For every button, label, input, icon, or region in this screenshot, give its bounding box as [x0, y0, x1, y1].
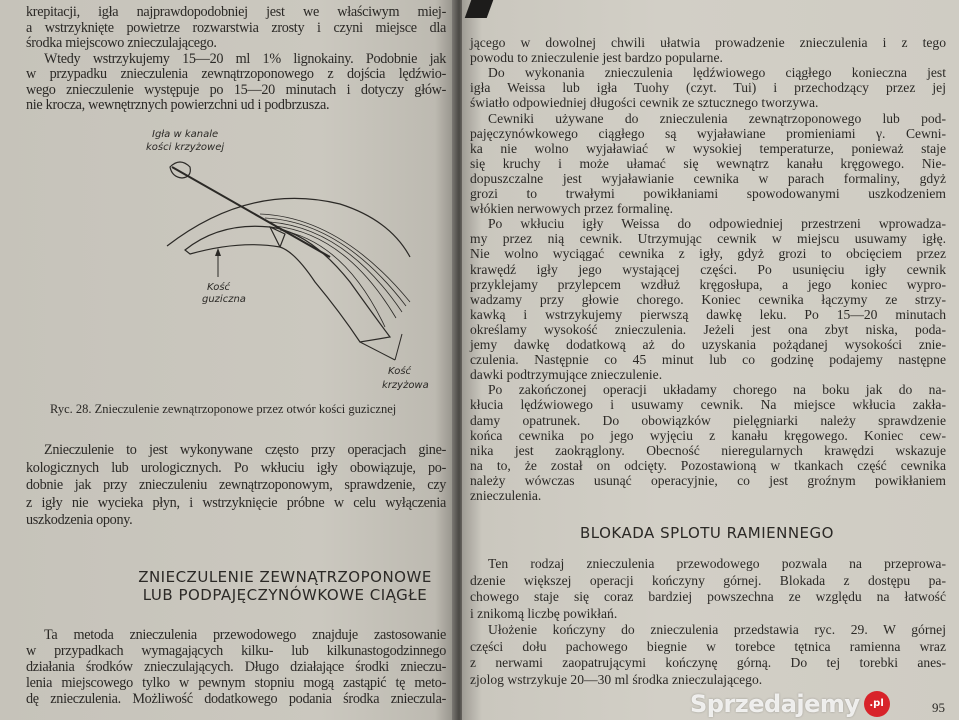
watermark-logo: Sprzedajemy — [690, 690, 860, 718]
text-line: z nerwami zaopatrującymi kończynę górną. Do tej torebki anes- — [470, 655, 946, 670]
figure-skin-line — [167, 198, 410, 257]
text-line: światło odpowiedniej długości cewnik ze sztucznego tworzywa. — [470, 95, 819, 111]
text-line: jemy dawkę dodatkową aż do uzyskania pożądanej wysokości znie- — [470, 337, 946, 352]
text-line: lenia miejscowego tylko w pewnym stopniu mogą zastąpić tę meto- — [26, 675, 446, 691]
figure-needle — [172, 167, 330, 257]
text-line: wadzamy przy głowie chorego. Koniec cewnika łączymy ze strzy- — [470, 291, 946, 307]
text-line: znieczulenia. — [470, 488, 542, 503]
text-line: Ułożenie kończyny do znieczulenia przedstawia ryc. 29. W górnej — [488, 622, 946, 637]
text-line: zjolog wstrzykuje 20—30 ml środka znieczulającego. — [470, 671, 763, 687]
text-line: Cewniki używane do znieczulenia zewnątrzoponowego lub pod- — [488, 110, 946, 126]
text-line: części dołu pachowego biegnie w torebce tętnica ramienna wraz — [470, 638, 946, 654]
text-line: damy opatrunek. Do obowiązków pielęgniarki należy sprawdzenie — [470, 412, 946, 428]
text-line: grozi to trwałymi powikłaniami spowodowanymi uszkodzeniem — [470, 186, 946, 201]
figure-sacrum-bone — [270, 227, 390, 342]
section-heading-brachial-plexus: BLOKADA SPLOTU RAMIENNEGO — [580, 524, 834, 542]
figure-arrow-sacrum-1 — [360, 342, 395, 360]
right-page — [462, 0, 959, 720]
text-line: końca cewnika po jego wyjęciu z kanału kręgowego. Koniec cew- — [470, 427, 946, 443]
text-line: Wtedy wstrzykujemy 15—20 ml 1% lignokainy. Podobnie jak — [44, 50, 446, 67]
text-line: wego znieczulenie występuje po 15—20 minutach i dotyczy głów- — [26, 81, 446, 98]
text-line: na to, że został on odcięty. Pozostawioną w tkankach część cewnika — [470, 457, 946, 473]
text-line: środka miejscowo znieczulającego. — [26, 35, 217, 51]
text-line: dopuszczalne jest wyjaławianie cewnika w parach formaliny, gdyż — [470, 170, 946, 186]
text-line: krawędź igły jego wystającej części. Po usunięciu igły cewnik — [470, 261, 946, 277]
text-line: Ta metoda znieczulenia przewodowego znajduje zastosowanie — [44, 627, 446, 643]
text-line: Po zakończonej operacji układamy chorego na boku jak do na- — [488, 382, 946, 398]
text-line: działania środków znieczulających. Długo działające środki znieczu- — [26, 659, 446, 675]
text-line: należy wówczas usunąć operacyjnie, co jest groźnym powikłaniem — [470, 472, 946, 488]
text-line: chowego staje się coraz bardziej powszechna ze względu na łatwość — [470, 589, 946, 604]
text-line: powodu to znieczulenie jest bardzo popularne. — [470, 50, 723, 66]
text-line: kłucia lędźwiowego i usuwamy cewnik. Na miejsce wkłucia zakła- — [470, 397, 946, 413]
figure-label-sacrum-1: Kość — [388, 366, 412, 377]
text-line: dobnie jak przy znieczuleniu zewnątrzoponowym, sprawdzenie, czy — [26, 477, 446, 493]
page-number: 95 — [932, 700, 945, 715]
text-line: igła Weissa lub igła Tuohy (czyt. Tui) i przechodzący przez jej — [470, 80, 946, 96]
text-line: pajęczynówkowego ciągłego są wyjaławiane promieniami γ. Cewni- — [470, 125, 946, 141]
text-line: dawki podtrzymujące znieczulenie. — [470, 367, 663, 383]
text-line: czulenia. Następnie co 45 minut lub co godzinę podajemy następne — [470, 352, 946, 368]
text-line: Do wykonania znieczulenia lędźwiowego ciągłego konieczna jest — [488, 65, 946, 81]
text-line: krepitacji, igła najprawdopodobniej jest we właściwym miej- — [26, 4, 446, 20]
text-line: Po wkłuciu igły Weissa do odpowiedniej przestrzeni wprowadza- — [488, 216, 946, 232]
text-line: my przez nią cewnik. Utrzymując cewnik w miejscu usuwamy igłę. — [470, 231, 946, 247]
figure-arrow-sacrum-2 — [395, 334, 402, 360]
section-heading-continuous-epidural — [130, 568, 440, 604]
figure-sacral-anesthesia — [110, 122, 450, 397]
text-line: z igły nie wycieka płyn, i wstrzyknięcie próbne w celu wyłączenia — [26, 494, 446, 511]
text-line: dę znieczulenia. Możliwość dodatkowego podania środka znieczula- — [26, 691, 446, 707]
text-line: Ten rodzaj znieczulenia przewodowego pozwala na przeprowa- — [488, 556, 946, 571]
text-line: dzenie większej operacji kończyny górnej. Blokada z dostępu pa- — [470, 572, 946, 588]
text-line: się kruchy i może ułamać się wewnątrz kanału kręgowego. Nie- — [470, 155, 946, 171]
text-line: w przypadku znieczulenia zewnątrzoponowego z dojścia lędźwio- — [26, 66, 446, 82]
figure-caption: Ryc. 28. Znieczulenie zewnątrzoponowe przez otwór kości guzicznej — [50, 402, 397, 416]
watermark — [690, 690, 890, 718]
text-line: a wstrzyknięte powietrze rozwarstwia zrosty i czyni miejsce dla — [26, 19, 446, 36]
text-line: włókien nerwowych przez formalinę. — [470, 201, 674, 217]
figure-label-sacrum-2: krzyżowa — [382, 380, 429, 391]
text-line: w przypadkach wymagających kilku- lub kilkunastogodzinnego — [26, 643, 446, 659]
text-line: przyklejamy przylepcem wzdłuż kręgosłupa, a jego koniec wypro- — [470, 276, 946, 292]
watermark-badge: .pl — [864, 691, 890, 717]
text-line: uszkodzenia opony. — [26, 512, 133, 528]
figure-coccyx-bone — [185, 226, 285, 254]
figure-label-coccyx-1: Kość — [207, 282, 231, 293]
figure-label-coccyx-2: guziczna — [202, 294, 246, 305]
text-line: kologicznych lub urologicznych. Po wkłuciu igły obowiązuje, po- — [26, 459, 446, 476]
text-line: określamy wysokość znieczulenia. Jeżeli jest ona zbyt niska, poda- — [470, 321, 946, 337]
heading-line-1: ZNIECZULENIE ZEWNĄTRZOPONOWE — [138, 568, 432, 586]
text-line: Nie wolno wyciągać cewnika z igły, gdyż grozi to obcięciem przez — [470, 246, 946, 262]
text-line: Znieczulenie to jest wykonywane często przy operacjach gine- — [44, 442, 446, 458]
figure-label-needle-2: kości krzyżowej — [146, 142, 225, 153]
text-line: i znikomą liczbę powikłań. — [470, 605, 618, 621]
figure-label-needle-1: Igła w kanale — [152, 129, 219, 140]
text-line: jącego w dowolnej chwili ułatwia prowadzenie znieczulenia i z tego — [470, 35, 946, 50]
text-line: nie krocza, wewnętrznych powierzchni ud i podbrzusza. — [26, 97, 330, 113]
text-line: kawką i wstrzykujemy pierwszą dawkę leku. Po 15—20 minutach — [470, 306, 946, 322]
figure-arrowhead-coccyx — [215, 248, 221, 256]
text-line: nika jest zaokrąglony. Obecność nieregularnych krawędzi wskazuje — [470, 442, 946, 458]
left-page — [0, 0, 458, 720]
text-line: ka nie wolno wyjaławiać w wysokiej temperaturze, ponieważ staje — [470, 140, 946, 156]
heading-line-2: LUB PODPAJĘCZYNÓWKOWE CIĄGŁE — [142, 586, 428, 604]
